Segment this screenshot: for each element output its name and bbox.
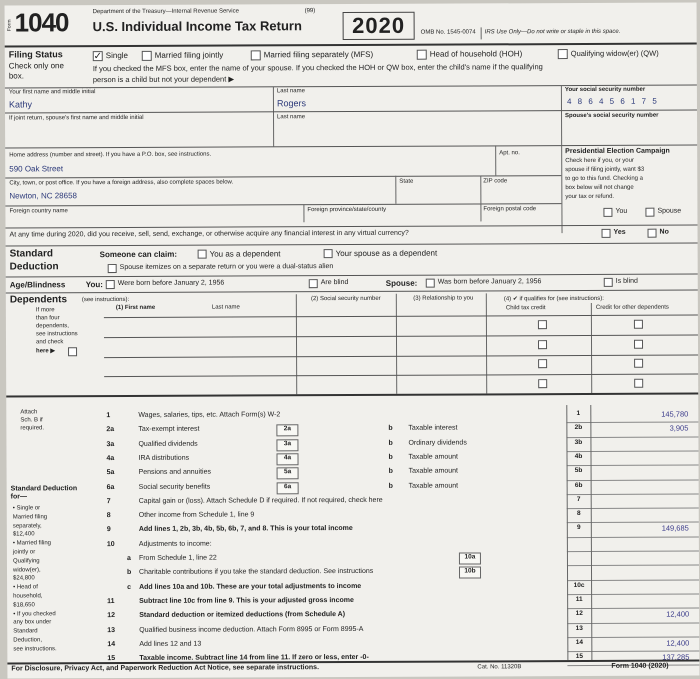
age-spouse-label: Spouse: (385, 278, 418, 288)
filing-status-sub: Check only one box. (8, 61, 64, 81)
std-item: • If you checked (13, 610, 56, 618)
line-subletter: b (388, 482, 393, 490)
form-title: U.S. Individual Income Tax Return (92, 18, 302, 35)
form-code: (99) (304, 8, 316, 15)
odc-checkbox-2[interactable] (634, 340, 643, 349)
irs-use-only: IRS Use Only—Do not write or staple in this space. (484, 28, 621, 36)
option-mfs: Married filing separately (MFS) (263, 49, 374, 60)
pec-you-label: You (615, 207, 628, 215)
foreign-province-label: Foreign province/state/county (307, 206, 387, 214)
sub-box-label: 10a (459, 552, 481, 564)
line-subtext: Taxable amount (408, 453, 458, 461)
line-number: 1 (106, 412, 111, 420)
std-item: • Head of (13, 584, 38, 591)
right-box-label: 11 (575, 595, 583, 603)
dep-more-1: If more (35, 307, 55, 314)
std-item: jointly or (12, 549, 36, 556)
city-label: City, town, or post office. If you have a foreign address, also complete spaces below. (9, 179, 234, 187)
right-box-label: 4b (574, 452, 583, 460)
row-divider (567, 479, 699, 481)
line-text: Capital gain or (loss). Attach Schedule D if required. If not required, check here (138, 496, 383, 505)
std-item: Qualifying (12, 558, 40, 565)
line-text: Subtract line 10c from line 9. This is your adjusted gross income (139, 596, 354, 605)
right-box-label: 1 (576, 410, 581, 418)
pec-text-1: Check here if you, or your (565, 157, 634, 165)
blind-spouse-label: Is blind (615, 277, 638, 285)
pec-text-3: to go to this fund. Checking a (565, 175, 644, 183)
foreign-postal-label: Foreign postal code (483, 206, 537, 213)
std-item: any box under (13, 619, 52, 626)
pec-text-5: your tax or refund. (565, 193, 615, 201)
line-number: 13 (107, 626, 116, 634)
right-box-label: 5b (574, 467, 583, 475)
std-item: household, (13, 593, 43, 600)
row-divider (567, 508, 699, 510)
line-number: b (126, 569, 132, 577)
omb-number: OMB No. 1545-0074 (420, 29, 476, 36)
line-number: 11 (107, 597, 115, 605)
blind-you-label: Are blind (320, 279, 349, 287)
line-text: Qualified business income deduction. Attach Form 8995 or Form 8995-A (139, 625, 364, 634)
line-number: 7 (106, 497, 111, 505)
ctc-checkbox-2[interactable] (538, 340, 547, 349)
option-married-jointly: Married filing jointly (154, 50, 224, 60)
right-box-label: 3b (574, 438, 583, 446)
line-subletter: b (388, 425, 393, 433)
ctc-checkbox-3[interactable] (538, 359, 547, 368)
row-divider (567, 593, 699, 595)
born-spouse-label: Was born before January 2, 1956 (437, 278, 542, 286)
dep-col-relationship: (3) Relationship to you (413, 295, 474, 302)
row-divider (567, 579, 699, 581)
born-spouse-checkbox[interactable] (426, 279, 435, 288)
row-divider (567, 465, 699, 467)
std-item: $24,800 (13, 575, 35, 582)
checkbox-single[interactable]: ✓ (93, 50, 102, 62)
line-subletter: b (388, 468, 393, 476)
row-divider (567, 536, 699, 538)
first-name-label: Your first name and middle initial (8, 89, 96, 96)
checkbox-married-jointly[interactable] (142, 51, 152, 61)
row-divider (566, 436, 698, 438)
right-box-label: 13 (575, 624, 583, 632)
dep-more-3: dependents, (35, 323, 69, 330)
odc-checkbox-1[interactable] (634, 320, 643, 329)
last-name-value[interactable]: Rogers (276, 98, 307, 109)
blind-you-checkbox[interactable] (309, 279, 318, 288)
ssn-label: Your social security number (564, 86, 646, 94)
line-number: 14 (107, 640, 116, 648)
virtual-currency-question: At any time during 2020, did you receive, sell, send, exchange, or otherwise acquire any financial interest in any virtual currency? (9, 229, 409, 239)
std-item: see instructions. (13, 646, 57, 653)
line-text: Adjustments to income: (138, 540, 212, 548)
option-single: Single (105, 50, 129, 61)
foreign-country-label: Foreign country name (9, 208, 68, 215)
checkbox-mfs[interactable] (251, 50, 261, 60)
ctc-checkbox-1[interactable] (538, 320, 547, 329)
pec-text-4: box below will not change (565, 184, 634, 192)
age-you-label: You: (85, 280, 103, 290)
spouse-ssn-label: Spouse's social security number (565, 112, 659, 120)
spouse-first-label: If joint return, spouse's first name and middle initial (9, 114, 144, 122)
form-number: 1040 (14, 7, 69, 38)
line-text: From Schedule 1, line 22 (138, 554, 217, 562)
filing-status-label: Filing Status (8, 49, 63, 60)
line-amount[interactable]: 3,905 (669, 423, 689, 433)
tax-year: 2020 (343, 12, 415, 40)
line-text: Charitable contributions if you take the standard deduction. See instructions (138, 568, 374, 577)
line-number: 10 (106, 540, 115, 548)
line-subtext: Taxable amount (408, 482, 459, 490)
line-subtext: Ordinary dividends (408, 439, 467, 447)
line-subletter: b (388, 439, 393, 447)
line-number: 15 (107, 655, 116, 663)
dep-col-odc: Credit for other dependents (595, 304, 669, 311)
pec-you-checkbox[interactable] (603, 208, 612, 217)
line-amount[interactable]: 137,285 (662, 652, 690, 662)
city-value[interactable]: Newton, NC 28658 (9, 191, 77, 201)
std-item: $12,400 (12, 531, 35, 538)
right-box-label: 9 (576, 524, 581, 532)
row-divider (567, 622, 699, 624)
state-label: State (399, 178, 414, 185)
line-text: Standard deduction or itemized deductions (from Schedule A) (139, 611, 346, 620)
line-amount[interactable]: 12,400 (666, 638, 690, 648)
right-box-label: 15 (575, 653, 584, 661)
claim-spouse-label: Your spouse as a dependent (335, 248, 438, 259)
checkbox-hoh[interactable] (417, 50, 427, 60)
line-text: Tax-exempt interest (138, 425, 200, 434)
itemizes-label: Spouse itemizes on a separate return or you were a dual-status alien (119, 263, 334, 272)
line-text: Wages, salaries, tips, etc. Attach Form(s) W-2 (138, 411, 281, 419)
spouse-last-label: Last name (277, 114, 306, 121)
std-item: Standard (13, 628, 38, 635)
apt-label: Apt. no. (499, 150, 520, 157)
right-box-label: 14 (575, 638, 583, 646)
age-blindness-label: Age/Blindness (9, 280, 66, 290)
dep-more-5: and check (35, 339, 64, 346)
claim-you-label: You as a dependent (209, 249, 281, 259)
line-text: Taxable income. Subtract line 14 from line 11. If zero or less, enter -0- (139, 654, 369, 663)
odc-checkbox-3[interactable] (634, 359, 643, 368)
line-subletter: b (388, 453, 393, 461)
virtual-yes-checkbox[interactable] (602, 229, 611, 238)
sub-box-label: 3a (276, 439, 298, 451)
std-item: • Married filing (12, 540, 52, 547)
someone-can-claim: Someone can claim: (99, 249, 178, 260)
attach-1: Attach (20, 409, 38, 416)
std-item: $18,650 (13, 602, 35, 609)
form-label: Form (6, 19, 13, 32)
sub-box-label: 4a (276, 453, 298, 465)
sub-box-label: 2a (276, 425, 298, 437)
dep-col-last: Last name (211, 304, 240, 311)
first-name-value[interactable]: Kathy (8, 99, 33, 110)
pec-spouse-checkbox[interactable] (645, 208, 654, 217)
last-name-label: Last name (276, 88, 305, 95)
sub-box-label: 5a (277, 467, 299, 479)
line-number: 12 (107, 612, 116, 620)
odc-checkbox-4[interactable] (634, 379, 643, 388)
std-deduction-title: Standard Deduction for— (10, 485, 78, 501)
pec-spouse-label: Spouse (657, 207, 682, 215)
standard-label-1: Standard (9, 248, 53, 260)
right-box-label: 2b (574, 424, 583, 432)
line-text: Add lines 10a and 10b. These are your total adjustments to income (139, 582, 362, 591)
pec-text-2: spouse if filing jointly, want $3 (565, 166, 645, 174)
line-number: c (127, 583, 131, 591)
virtual-no-checkbox[interactable] (648, 229, 657, 238)
row-divider (567, 565, 699, 567)
line-text: Qualified dividends (138, 440, 198, 448)
line-amount[interactable]: 149,685 (661, 523, 689, 534)
std-item: Married filing (12, 514, 48, 521)
footer-form: Form 1040 (2020) (611, 662, 669, 670)
claim-you-checkbox[interactable] (198, 250, 207, 259)
dep-more-2: than four (35, 315, 60, 322)
row-divider (567, 493, 699, 495)
claim-spouse-checkbox[interactable] (324, 249, 333, 258)
row-divider (567, 550, 699, 552)
line-text: Add lines 1, 2b, 3b, 4b, 5b, 6b, 7, and 8. This is your total income (138, 525, 353, 534)
dependents-see: (see instructions): (81, 296, 130, 304)
form-1040-page (5, 2, 700, 678)
itemizes-checkbox[interactable] (108, 264, 117, 273)
dep-col-qualifies: (4) ✔ if qualifies for (see instructions): (503, 295, 604, 303)
more-dependents-checkbox[interactable] (68, 347, 77, 356)
std-item: widow(er), (12, 566, 41, 574)
right-box-label: 7 (576, 495, 581, 503)
right-box-label: 12 (575, 610, 583, 618)
home-address-label: Home address (number and street). If you have a P.O. box, see instructions. (9, 151, 212, 159)
option-qw: Qualifying widow(er) (QW) (570, 48, 659, 59)
pec-title: Presidential Election Campaign (565, 147, 670, 156)
attach-3: required. (20, 425, 45, 432)
right-box-label: 6b (574, 481, 583, 489)
virtual-yes-label: Yes (613, 228, 626, 236)
std-item: separately, (12, 522, 42, 530)
footer-cat: Cat. No. 11320B (477, 664, 522, 671)
line-number: 2a (106, 426, 115, 434)
dep-more-6: here ▶ (36, 348, 56, 355)
right-box-label: 10c (573, 581, 585, 589)
line-text: IRA distributions (138, 454, 190, 462)
blind-spouse-checkbox[interactable] (604, 278, 613, 287)
dependents-label: Dependents (9, 294, 68, 306)
line-number: 4a (106, 454, 115, 462)
line-text: Other income from Schedule 1, line 9 (138, 511, 255, 520)
std-item: • Single or (12, 505, 41, 512)
line-subtext: Taxable interest (408, 424, 458, 433)
right-box-label: 8 (576, 510, 581, 518)
option-hoh: Head of household (HOH) (429, 49, 523, 59)
line-amount[interactable]: 145,780 (661, 409, 689, 419)
dep-col-ssn: (2) Social security number (310, 295, 381, 303)
filing-note-1: If you checked the MFS box, enter the name of your spouse. If you checked the HOH or QW box, enter the child's name if the qualifying (92, 62, 543, 74)
filing-note-2: person is a child but not your dependent ▶ (92, 74, 235, 85)
born-you-label: Were born before January 2, 1956 (117, 279, 225, 288)
department-text: Department of the Treasury—Internal Revenue Service (92, 8, 239, 16)
attach-2: Sch. B if (20, 417, 43, 424)
zip-label: ZIP code (483, 178, 508, 185)
line-number: 6a (106, 483, 115, 491)
line-text: Pensions and annuities (138, 468, 211, 477)
line-text: Social security benefits (138, 483, 211, 491)
line-text: Add lines 12 and 13 (139, 640, 202, 648)
sub-box-label: 10b (459, 567, 481, 579)
line-number: a (126, 554, 131, 562)
ssn-value[interactable]: 4 8 6 4 5 6 1 7 5 (566, 96, 659, 107)
home-address-value[interactable]: 590 Oak Street (9, 164, 64, 174)
line-subtext: Taxable amount (408, 467, 459, 475)
line-amount[interactable]: 12,400 (666, 609, 690, 619)
virtual-no-label: No (659, 228, 669, 236)
ctc-checkbox-4[interactable] (538, 379, 547, 388)
line-number: 9 (106, 526, 111, 534)
born-you-checkbox[interactable] (106, 280, 115, 289)
line-number: 8 (106, 512, 111, 520)
line-number: 3a (106, 440, 115, 448)
sub-box-label: 6a (277, 482, 299, 494)
footer-notice: For Disclosure, Privacy Act, and Paperwork Reduction Act Notice, see separate instructions. (11, 664, 320, 673)
dep-more-4: see instructions (35, 331, 78, 338)
checkbox-qw[interactable] (558, 49, 568, 59)
standard-label-2: Deduction (9, 261, 59, 273)
std-item: Deduction, (13, 637, 43, 644)
dep-col-ctc: Child tax credit (505, 305, 546, 312)
dep-col-first: (1) First name (115, 304, 156, 312)
line-number: 5a (106, 469, 115, 477)
row-divider (566, 450, 698, 452)
